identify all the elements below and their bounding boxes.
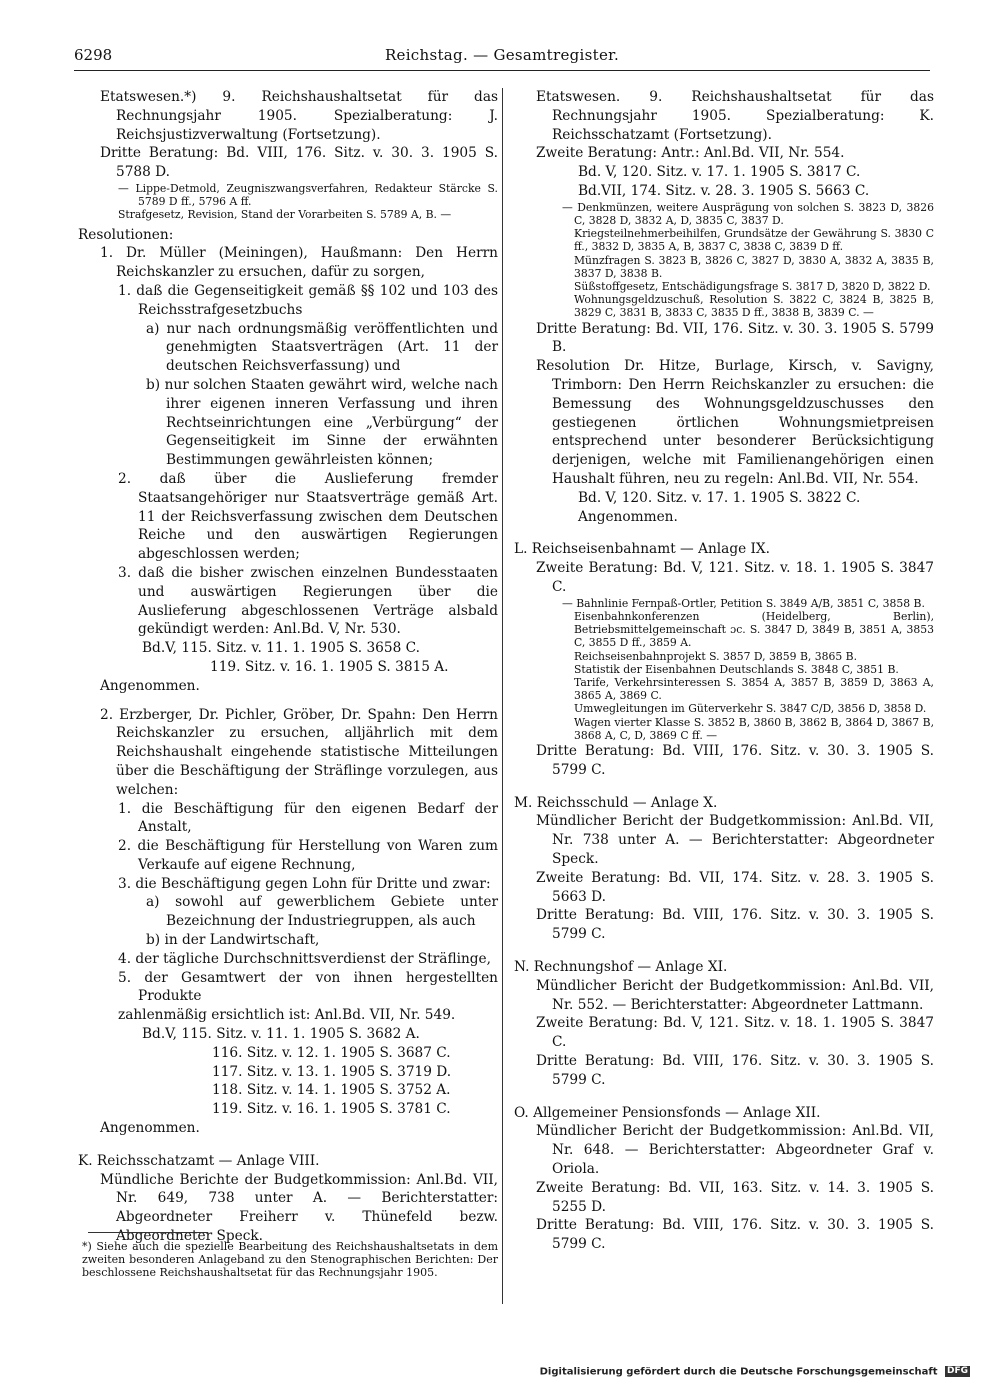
resolution-subitem: 1. daß die Gegenseitigkeit gemäß §§ 102 und 103 des Reichsstrafgesetzbuchs: [118, 282, 498, 318]
entry-line: Mündliche Berichte der Budgetkommission: Anl.Bd. VII, Nr. 649, 738 unter A. — Berichterstatter: Abgeordneter Freiherr v. Thünefeld bezw. Abgeordneter Speck.: [100, 1171, 498, 1245]
column-divider: [502, 88, 503, 1304]
entry-note: Wohnungsgeldzuschuß, Resolution S. 3822 C, 3824 B, 3825 B, 3829 C, 3831 B, 3833 C, 3835 D ff., 3838 B, 3839 C. —: [574, 293, 934, 320]
resolution-subitem: 2. die Beschäftigung für Herstellung von Waren zum Verkaufe auf eigene Rechnung,: [118, 838, 498, 873]
page-header: [74, 46, 930, 71]
page-number: 6298: [74, 46, 113, 64]
citation-line: 116. Sitz. v. 12. 1. 1905 S. 3687 C.: [212, 1044, 451, 1061]
resolution-subsubitem: b) in der Landwirtschaft,: [146, 932, 320, 949]
section-heading: M. Reichsschuld — Anlage X.: [514, 794, 718, 811]
entry-heading: Etatswesen.*) 9. Reichshaushaltsetat für das Rechnungsjahr 1905. Spezialberatung: J. Reichsjustizverwaltung (Fortsetzung).: [100, 89, 498, 143]
entry-note: Wagen vierter Klasse S. 3852 B, 3860 B, 3862 B, 3864 D, 3867 B, 3868 A, C, D, 3869 C ff. —: [574, 715, 934, 742]
citation-line: Bd.V, 115. Sitz. v. 11. 1. 1905 S. 3682 A.: [142, 1026, 420, 1043]
left-column: [78, 88, 498, 1246]
section-heading: L. Reichseisenbahnamt — Anlage IX.: [514, 541, 771, 558]
entry-note: Strafgesetz, Revision, Stand der Vorarbeiten S. 5789 A, B. —: [118, 208, 452, 222]
entry-note: Tarife, Verkehrsinteressen S. 3854 A, 3857 B, 3859 D, 3863 A, 3865 A, 3869 C.: [574, 675, 934, 703]
entry-note: Süßstoffgesetz, Entschädigungsfrage S. 3817 D, 3820 D, 3822 D.: [574, 280, 931, 293]
entry-note: Kriegsteilnehmerbeihilfen, Grundsätze der Gewährung S. 3830 C ff., 3832 D, 3835 A, B, 3837 C, 3838 C, 3839 D ff.: [574, 227, 934, 254]
entry-heading: Etatswesen. 9. Reichshaushaltsetat für das Rechnungsjahr 1905. Spezialberatung: K. Reichsschatzamt (Fortsetzung).: [536, 89, 934, 143]
entry-line: Zweite Beratung: Bd. VII, 174. Sitz. v. 28. 3. 1905 S. 5663 D.: [536, 869, 934, 905]
entry-line: Dritte Beratung: Bd. VII, 176. Sitz. v. 30. 3. 1905 S. 5799 B.: [536, 320, 934, 356]
resolution-subsubitem: a) nur nach ordnungsmäßig veröffentlichten und genehmigten Staatsverträgen (Art. 11 der deutschen Reichsverfassung) und: [146, 320, 498, 375]
resolution-subitem: 3. die Beschäftigung gegen Lohn für Dritte und zwar:: [118, 875, 491, 892]
entry-line: Zweite Beratung: Bd. V, 121. Sitz. v. 18. 1. 1905 S. 3847 C.: [536, 560, 934, 595]
section-heading: K. Reichsschatzamt — Anlage VIII.: [78, 1152, 320, 1169]
resolution-text: Resolution Dr. Hitze, Burlage, Kirsch, v. Savigny, Trimborn: Den Herrn Reichskanzler zu ersuchen: die Bemessung des Wohnungsgeldzuschusses den gestiegenen örtlichen Wohnungsmietpreisen entsprechend unter besonderer Berücksichtigung derjenigen, welche mit Familienangehörigen einen Haushalt führen, neu zu regeln: Anl.Bd. VII, Nr. 554.: [536, 358, 934, 487]
status-text: Angenommen.: [100, 1120, 200, 1137]
resolution-subitem: 4. der tägliche Durchschnittsverdienst der Sträflinge,: [118, 950, 491, 967]
entry-note: Reichseisenbahnprojekt S. 3857 D, 3859 B, 3865 B.: [574, 649, 858, 663]
entry-line: Dritte Beratung: Bd. VIII, 176. Sitz. v. 30. 3. 1905 S. 5799 C.: [536, 1217, 934, 1253]
resolution-item: 2. Erzberger, Dr. Pichler, Gröber, Dr. Spahn: Den Herrn Reichskanzler zu ersuchen, alljährlich mit dem Reichshaushalt eingehende statistische Mitteilungen über die Beschäftigung der Sträflinge vorzulegen, aus welchen:: [100, 706, 498, 798]
citation-line: Bd. V, 120. Sitz. v. 17. 1. 1905 S. 3822 C.: [578, 489, 861, 506]
entry-line: Dritte Beratung: Bd. VIII, 176. Sitz. v. 30. 3. 1905 S. 5788 D.: [100, 145, 498, 181]
resolution-subsubitem: b) nur solchen Staaten gewährt wird, welche nach ihrer eigenen inneren Verfassung und ihren Rechtseinrichtungen eine „Verbürgung“ der Gegenseitigkeit im Sinne der erwähnten Bestimmungen gewährleisten können;: [146, 376, 498, 469]
section-heading: N. Rechnungshof — Anlage XI.: [514, 958, 728, 975]
section-heading: O. Allgemeiner Pensionsfonds — Anlage XII.: [514, 1104, 821, 1121]
credit-text: Digitalisierung gefördert durch die Deutsche Forschungsgemeinschaft: [539, 1366, 938, 1378]
footnote: *) Siehe auch die spezielle Bearbeitung des Reichshaushaltsetats in dem zweiten besonderen Anlageband zu den Stenographischen Berichten: Der beschlossene Reichshaushaltsetat für das Rechnungsjahr 1905.: [82, 1240, 498, 1279]
citation-line: 117. Sitz. v. 13. 1. 1905 S. 3719 D.: [212, 1063, 452, 1080]
section-label: Resolutionen:: [78, 226, 174, 243]
entry-line: Dritte Beratung: Bd. VIII, 176. Sitz. v. 30. 3. 1905 S. 5799 C.: [536, 743, 934, 778]
running-title: Reichstag. — Gesamtregister.: [384, 46, 620, 64]
right-column: [514, 88, 934, 1254]
entry-note: Umwegleitungen im Güterverkehr S. 3847 C/D, 3856 D, 3858 D.: [574, 702, 927, 716]
entry-line: Zweite Beratung: Antr.: Anl.Bd. VII, Nr. 554.: [536, 145, 845, 162]
entry-line: Mündlicher Bericht der Budgetkommission: Anl.Bd. VII, Nr. 552. — Berichterstatter: Abgeordneter Lattmann.: [536, 977, 934, 1013]
resolution-subitem: 1. die Beschäftigung für den eigenen Bedarf der Anstalt,: [118, 800, 498, 836]
entry-line: Dritte Beratung: Bd. VIII, 176. Sitz. v. 30. 3. 1905 S. 5799 C.: [536, 907, 934, 943]
resolution-subitem: 2. daß über die Auslieferung fremder Staatsangehöriger nur Staatsverträge gemäß Art. 11 der Reichsverfassung zwischen dem Deutschen Reiche und den auswärtigen Regierungen abgeschlossen werden;: [118, 470, 498, 563]
entry-line: Mündlicher Bericht der Budgetkommission: Anl.Bd. VII, Nr. 648. — Berichterstatter: Abgeordneter Graf v. Oriola.: [536, 1123, 934, 1177]
resolution-subitem: 3. daß die bisher zwischen einzelnen Bundesstaaten und auswärtigen Regierungen über die Auslieferung abgeschlossenen Verträge alsbald gekündigt werden: Anl.Bd. V, Nr. 530.: [118, 564, 498, 638]
citation-line: Bd.V, 115. Sitz. v. 11. 1. 1905 S. 3658 C.: [142, 640, 420, 657]
entry-line: Dritte Beratung: Bd. VIII, 176. Sitz. v. 30. 3. 1905 S. 5799 C.: [536, 1052, 934, 1088]
resolution-subitem: 5. der Gesamtwert der von ihnen hergestellten Produkte: [118, 969, 498, 1005]
entry-line: Zweite Beratung: Bd. VII, 163. Sitz. v. 14. 3. 1905 S. 5255 D.: [536, 1179, 934, 1215]
citation-line: 118. Sitz. v. 14. 1. 1905 S. 3752 A.: [212, 1082, 451, 1099]
entry-note: — Denkmünzen, weitere Ausprägung von solchen S. 3823 D, 3826 C, 3828 D, 3832 A, D, 3835 C, 3837 D.: [562, 200, 934, 227]
citation-line: Bd. V, 120. Sitz. v. 17. 1. 1905 S. 3817 C.: [578, 164, 861, 181]
entry-line: zahlenmäßig ersichtlich ist: Anl.Bd. VII, Nr. 549.: [118, 1007, 456, 1024]
citation-line: Bd.VII, 174. Sitz. v. 28. 3. 1905 S. 5663 C.: [578, 182, 870, 199]
dfg-logo-icon: DFG: [946, 1366, 968, 1376]
resolution-subsubitem: a) sowohl auf gewerblichem Gebiete unter Bezeichnung der Industriegruppen, als auch: [146, 894, 498, 930]
entry-note: Münzfragen S. 3823 B, 3826 C, 3827 D, 3830 A, 3832 A, 3835 B, 3837 D, 3838 B.: [574, 253, 934, 280]
entry-line: Mündlicher Bericht der Budgetkommission: Anl.Bd. VII, Nr. 738 unter A. — Berichterstatter: Abgeordneter Speck.: [536, 813, 934, 867]
entry-note: — Lippe-Detmold, Zeugniszwangsverfahren, Redakteur Stärcke S. 5789 D ff., 5796 A ff.: [118, 181, 498, 209]
entry-line: Zweite Beratung: Bd. V, 121. Sitz. v. 18. 1. 1905 S. 3847 C.: [536, 1015, 934, 1051]
citation-line: 119. Sitz. v. 16. 1. 1905 S. 3781 C.: [212, 1101, 451, 1118]
resolution-item: 1. Dr. Müller (Meiningen), Haußmann: Den Herrn Reichskanzler zu ersuchen, dafür zu sorgen,: [100, 245, 498, 281]
status-text: Angenommen.: [100, 677, 200, 694]
status-text: Angenommen.: [578, 508, 678, 525]
entry-note: Eisenbahnkonferenzen (Heidelberg, Berlin), Betriebsmittelgemeinschaft ɔc. S. 3847 D, 3849 B, 3851 A, 3853 C, 3855 D ff., 3859 A.: [574, 609, 934, 650]
digitization-credit: [540, 1366, 970, 1378]
entry-note: — Bahnlinie Fernpaß-Ortler, Petition S. 3849 A/B, 3851 C, 3858 B.: [562, 596, 925, 610]
citation-line: 119. Sitz. v. 16. 1. 1905 S. 3815 A.: [210, 658, 449, 675]
entry-note: Statistik der Eisenbahnen Deutschlands S. 3848 C, 3851 B.: [574, 662, 899, 676]
footnote-rule: [88, 1232, 208, 1233]
